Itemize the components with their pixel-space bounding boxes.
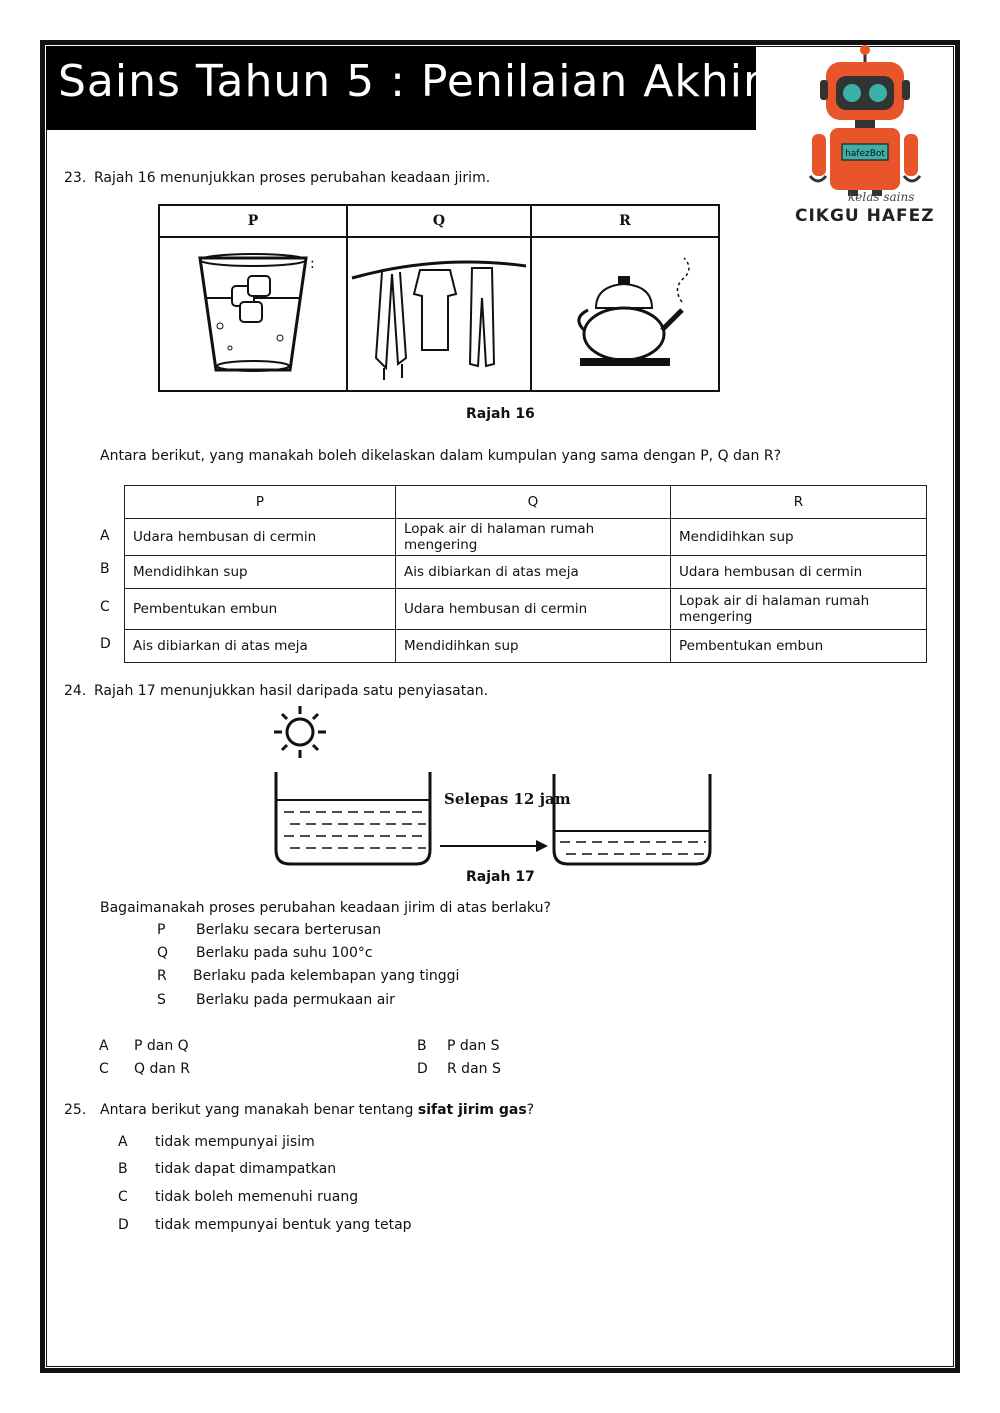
table-row <box>125 589 927 630</box>
q25-stem-prefix: Antara berikut yang manakah benar tentang <box>100 1102 418 1118</box>
row-a-r: Mendidihkan sup <box>671 519 927 556</box>
logo-name: CIKGU HAFEZ <box>795 206 935 226</box>
q25-option-c-text: tidak boleh memenuhi ruang <box>155 1189 359 1205</box>
q24-arrow-label: Selepas 12 jam <box>444 790 571 808</box>
q25-stem-bold: sifat jirim gas <box>417 1102 527 1118</box>
q24-option-a-letter: A <box>99 1038 109 1054</box>
q25-option-a-text: tidak mempunyai jisim <box>155 1134 315 1150</box>
row-d-p: Ais dibiarkan di atas meja <box>125 630 396 663</box>
q23-figure-caption: Rajah 16 <box>466 406 535 422</box>
q24-option-b-text: P dan S <box>447 1038 500 1054</box>
q25-option-d-text: tidak mempunyai bentuk yang tetap <box>155 1217 412 1233</box>
q23-row-letter-c: C <box>100 599 110 615</box>
statement-q-letter: Q <box>157 945 169 961</box>
container-after <box>554 774 710 864</box>
q25-option-b-text: tidak dapat dimampatkan <box>155 1161 337 1177</box>
q24-figure <box>260 700 730 870</box>
page-title: Sains Tahun 5 : Penilaian Akhir <box>58 56 763 107</box>
q25-option-b-letter: B <box>118 1161 128 1177</box>
statement-r-text: Berlaku pada kelembapan yang tinggi <box>193 968 460 984</box>
q24-option-d-letter: D <box>417 1061 428 1077</box>
row-a-p: Udara hembusan di cermin <box>125 519 396 556</box>
q23-row-letter-d: D <box>100 636 111 652</box>
q23-figure-table <box>158 204 720 392</box>
logo-screen-text: hafezBot <box>845 149 885 159</box>
row-b-r: Udara hembusan di cermin <box>671 556 927 589</box>
clothes-drying-icon <box>348 238 530 386</box>
row-b-p: Mendidihkan sup <box>125 556 396 589</box>
statement-q-text: Berlaku pada suhu 100°c <box>196 945 373 961</box>
row-a-q: Lopak air di halaman rumah mengering <box>396 519 671 556</box>
q23-row-letter-b: B <box>100 561 110 577</box>
q25-option-d-letter: D <box>118 1217 129 1233</box>
logo-caption: kelas sains <box>848 190 915 204</box>
q24-number: 24. <box>64 683 87 699</box>
container-before <box>276 772 430 864</box>
figure-cell-q <box>347 237 531 391</box>
statement-p-text: Berlaku secara berterusan <box>196 922 382 938</box>
q24-option-c-text: Q dan R <box>134 1061 190 1077</box>
row-c-p: Pembentukan embun <box>125 589 396 630</box>
figure-header-p: P <box>159 205 347 237</box>
q25-option-c-letter: C <box>118 1189 128 1205</box>
q25-number: 25. <box>64 1102 87 1118</box>
q24-option-a-text: P dan Q <box>134 1038 189 1054</box>
arrow-icon <box>440 840 548 852</box>
q25-option-a-letter: A <box>118 1134 128 1150</box>
q24-question: Bagaimanakah proses perubahan keadaan jirim di atas berlaku? <box>100 900 551 916</box>
statement-r-letter: R <box>157 968 167 984</box>
statement-s-text: Berlaku pada permukaan air <box>196 992 395 1008</box>
figure-header-q: Q <box>347 205 531 237</box>
table-row <box>125 630 927 663</box>
figure-cell-r <box>531 237 719 391</box>
glass-with-ice-icon <box>160 238 346 386</box>
row-d-r: Pembentukan embun <box>671 630 927 663</box>
table-row <box>125 556 927 589</box>
answer-header-r: R <box>671 486 927 519</box>
row-c-r: Lopak air di halaman rumah mengering <box>671 589 927 630</box>
boiling-kettle-icon <box>532 238 718 386</box>
q23-stem: Rajah 16 menunjukkan proses perubahan keadaan jirim. <box>94 170 491 186</box>
figure-header-r: R <box>531 205 719 237</box>
answer-header-p: P <box>125 486 396 519</box>
table-row <box>125 519 927 556</box>
q24-option-d-text: R dan S <box>447 1061 501 1077</box>
figure-cell-p <box>159 237 347 391</box>
row-b-q: Ais dibiarkan di atas meja <box>396 556 671 589</box>
q23-row-letter-a: A <box>100 528 110 544</box>
row-c-q: Udara hembusan di cermin <box>396 589 671 630</box>
q23-answer-table <box>124 485 927 663</box>
q24-option-b-letter: B <box>417 1038 427 1054</box>
moon-icon <box>684 716 696 740</box>
q25-stem-suffix: ? <box>526 1102 535 1118</box>
row-d-q: Mendidihkan sup <box>396 630 671 663</box>
statement-s-letter: S <box>157 992 166 1008</box>
q25-stem <box>100 1102 534 1118</box>
statement-p-letter: P <box>157 922 166 938</box>
q24-stem: Rajah 17 menunjukkan hasil daripada satu penyiasatan. <box>94 683 489 699</box>
svg-text::: : <box>310 256 315 272</box>
q24-figure-caption: Rajah 17 <box>466 869 535 885</box>
q24-option-c-letter: C <box>99 1061 109 1077</box>
q23-question: Antara berikut, yang manakah boleh dikelaskan dalam kumpulan yang sama dengan P, Q dan R? <box>100 448 781 464</box>
answer-header-q: Q <box>396 486 671 519</box>
q23-number: 23. <box>64 170 87 186</box>
sun-icon <box>274 706 326 758</box>
